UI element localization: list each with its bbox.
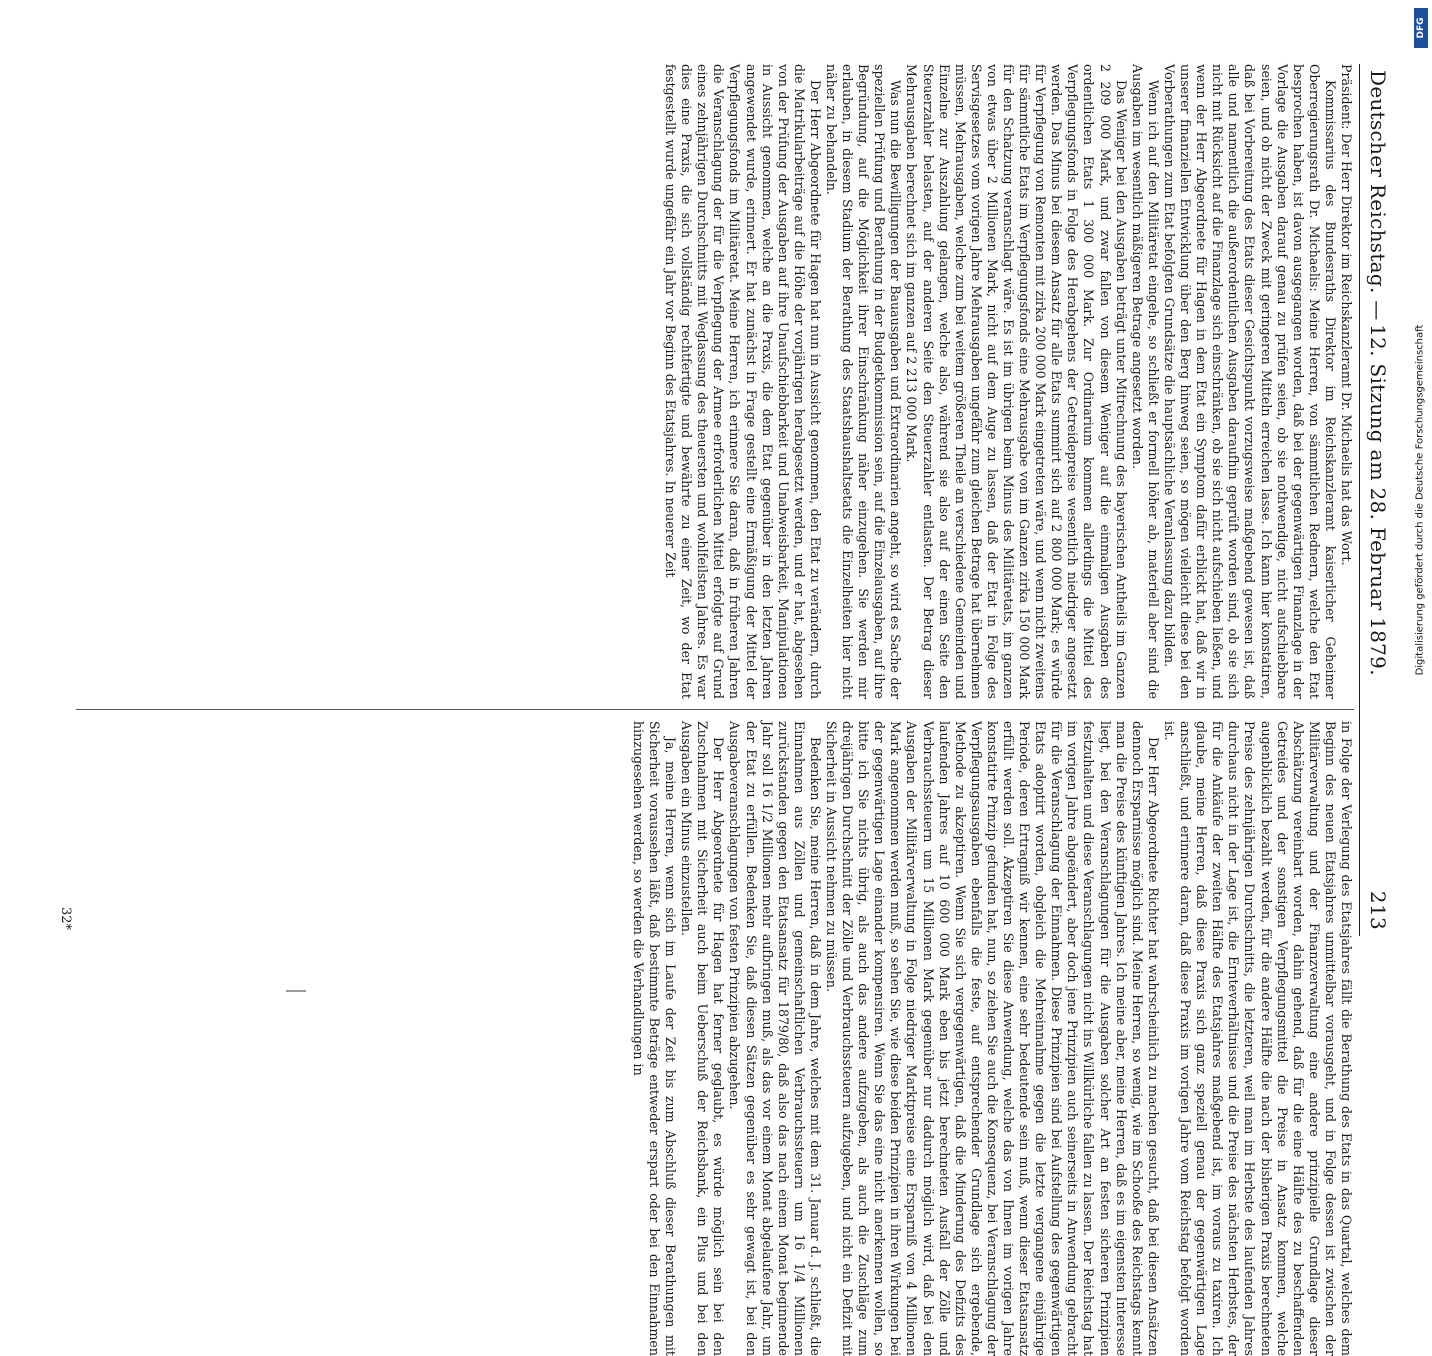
paragraph: Der Herr Abgeordnete Richter hat wahrscheinlich zu machen gesucht, daß bei diesen Ansätzen dennoch Ersparnisse möglich sind. Meine Herren, so wenig, wie im Schooße des Reichstags kennt man die Preise des künftigen Jahres. Ich meine aber, meine Herren, daß es im eigensten Interesse liegt, bei den Veranschlagungen für die Ausgaben solcher Art an festen sicheren Prinzipien festzuhalten und diese Veranschlagungen nicht ins Willkürliche fallen zu lassen. Der Reichstag hat im vorigen Jahre abgeändert, aber doch jene Prinzipien auch seinerseits in Anwendung gebracht für die Veranschlagung der Einnahmen. Diese Prinzipien sind bei Aufstellung des gegenwärtigen Etats adoptirt worden, obgleich die Mehreinnahme gegen die letzte vergangene einjährige Periode, deren Ertragniß wir kennen, eine sehr bedeutende sein muß, wenn dieser Etatsansatz erfüllt werden soll. Akzeptiren Sie diese Anwendung, welche das von Ihnen im vorigen Jahre konstatirte Prinzip gefunden hat, nun, so ziehen Sie auch die Konsequenz, bei Veranschlagung der Verpflegungsausgaben ebenfalls die feste, auf entsprechender Grundlage sich ergebende, Methode zu akzeptiren. Wenn Sie sich vergegenwärtigen, daß die Minderung des Defizits des laufenden Jahres auf 10 600 000 Mark eben bis jetzt berechneten Ausfall der Zölle und Verbrauchssteuern um 15 Millionen Mark gegenüber nur dadurch möglich wird, daß bei den Ausgaben der Militärverwaltung in Folge niedriger Marktpreise eine Ersparniß von 4 Millionen Mark angenommen werden muß, so sehen Sie, wie diese beiden Prinzipien in ihren Wirkungen bei der gegenwärtigen Lage einander kompensiren. Wenn Sie das eine nicht anerkennen wollen, so bitte ich Sie nichts übrig, als auch das andere aufzugeben, als auch die Zuschläge zum dreijährigen Durchschnitt der Zölle und Verbrauchssteuern aufzugeben, und nicht ein Defizit mit Sicherheit in Aussicht nehmen zu müssen. — [824, 721, 1161, 1356]
signature-mark: 32* — [58, 906, 73, 930]
paragraph: Was nun die Bewilligungen der Bauausgaben und Extraordinarien angeht, so wird es Sache der speziellen Prüfung und Berathung in der Budgetkommission sein, auf die Einzelausgaben, auf ihre Begründung, auf die Möglichkeit ihrer Einschränkung näher einzugehen. Sie werden mir erlauben, in diesem Stadium der Berathung des Staatshaushaltsetats die Einzelheiten hier nicht näher zu behandeln. — [824, 64, 904, 699]
paragraph: in Folge der Verlegung des Etatsjahres fällt die Berathung des Etats in das Quartal, welches dem Beginn des neuen Etatsjahres unmittelbar vorausgeht, und in Folge dessen ist zwischen der Militärverwaltung und der Finanzverwaltung eine andere prinzipielle Grundlage dieser Abschätzung vereinbart worden, dahin gehend, daß für die eine Hälfte des zu beschaffenden Getreides und der sonstigen Verpflegungsmittel die Preise in Ansatz kommen, welche augenblicklich bezahlt werden, für die andere Hälfte die nach der bisherigen Praxis berechneten Preise des zehnjährigen Durchschnitts, die letzteren, weil man im Herbste des laufenden Jahres durchaus nicht in der Lage ist, die Ernteverhältnisse und die Preise des nächsten Herbstes, der für die Ankäufe der zweiten Hälfte des Etatsjahres maßgebend ist, im voraus zu taxiren. Ich glaube, meine Herren, daß diese Praxis sich ganz speziell genau der gegenwärtigen Lage anschließt, und erinnere daran, daß diese Praxis im vorigen Jahre vom Reichstag befolgt worden ist. — [1161, 721, 1354, 1356]
paragraph: Der Herr Abgeordnete für Hagen hat ferner geglaubt, es würde möglich sein bei den Zuschnahmen mit Sicherheit auch beim Ueberschuß der Reichsbank, ein Plus und bei den Ausgaben ein Minus einzustellen. — [679, 721, 727, 1356]
dfg-logo — [1414, 8, 1428, 48]
paragraph: Das Weniger bei den Ausgaben beträgt unter Mitrechnung des bayerischen Antheils im Ganzen 2 209 000 Mark, und zwar fallen von diesem Weniger auf die einmaligen Ausgaben des ordentlichen Etats 1 300 000 Mark. Zur Ordinarium kommen allerdings die Mittel des Verpflegungsfonds in Folge des Herabgehens der Getreidepreise wesentlich niedriger angesetzt werden. Das Minus bei diesem Ansatz für alle Etats summirt sich auf 2 800 000 Mark; es würde für Verpflegung von Remonten mit zirka 200 000 Mark eingetreten wäre, und wenn nicht zweitens für sämmtliche Etats im Verpflegungsfonds eine Mehrausgabe von im Ganzen zirka 150 000 Mark für den Schatzung veranschlagt wäre. Es ist im übrigen beim Minus des Militäretats, im ganzen von etwas über 2 Millionen Mark, nicht auf dem Auge zu lassen, daß der Etat in Folge des Servisgesetzes vom vorigen Jahre Mehrausgaben ungefähr zum gleichen Betrage hat übernehmen müssen, Mehrausgaben, welche zum bei weitem größeren Theile an verschiedene Gemeinden und Einzelne zur Auszahlung gelangen, welche also, während sie also auf der einen Seite den Steuerzahler belasten, auf der anderen Seite den Steuerzahler entlasten. Der Betrag dieser Mehrausgaben berechnet sich im ganzen auf 2 213 000 Mark. — [904, 64, 1129, 699]
scan-artifact — [286, 990, 306, 992]
paragraph: Wenn ich auf den Militäretat eingehe, so schließt er formell höher ab, materiell aber sind die Ausgaben im wesentlich mäßigeren Betrage angesetzt worden. — [1129, 64, 1161, 699]
column-divider — [76, 709, 1354, 710]
paragraph: Ja, meine Herren, wenn sich im Laufe der Zeit bis zum Abschluß dieser Berathungen mit Sicherheit voraussehen läßt, daß bestimmte Beträge entweder erspart oder bei den Einnahmen hinzugesehen werden, so werden die Verhandlungen in — [630, 721, 679, 1356]
paragraph: Präsident: Der Herr Direktor im Reichskanzleramt Dr. Michaelis hat das Wort. — [1339, 64, 1354, 566]
page-number: 213 — [1366, 890, 1390, 930]
paragraph: Kommissarius des Bundesraths Direktor im Reichskanzleramt kaiserlicher Geheimer Oberregierungsrath Dr. Michaelis: Meine Herren, von sämmtlichen Rednern, welche den Etat besprochen haben, ist davon ausgegangen worden, daß bei der gegenwärtigen Finanzlage in der Vorlage die Ausgaben darauf genau zu prüfen seien, ob sie nothwendige, nicht aufschiebbare seien, und ob nicht der Zweck mit geringeren Mitteln erreichen lasse. Ich kann hier konstatiren, daß bei Vorbereitung des Etats dieser Gesichtspunkt vorzugsweise maßgebend gewesen ist, daß alle und namentlich die außerordentlichen Ausgaben daraufhin geprüft worden sind, ob sie sich nicht mit Rücksicht auf die Finanzlage sich einschränken, ob sie sich nicht aufschieben ließen, und wenn der Herr Abgeordnete für Hagen in dem Etat ein Symptom dafür erblickt hat, daß wir in unserer finanziellen Entwicklung über den Berg hinweg seien, so mögen vielleicht diese bei den Vorberathungen zum Etat befolgten Grundsätze die hauptsächliche Veranlassung dazu bilden. — [1161, 64, 1338, 699]
dfg-logo-text: DFG — [1416, 17, 1426, 39]
right-column — [630, 721, 1354, 1356]
rotated-page — [36, 30, 1396, 1356]
page-header — [1364, 30, 1390, 970]
header-title: 12. Sitzung am 28. Februar 1879. — [1366, 324, 1390, 676]
header-left: Deutscher Reichstag. — — [1366, 70, 1390, 321]
paragraph: Bedenken Sie, meine Herren, daß in dem Jahre, welches mit dem 31. Januar d. J. schließt, die Einnahmen aus Zöllen und gemeinschaftlichen Verbrauchssteuern um 16 1/4 Millionen zurückstanden gegen den Etatsansatz für 1879/80, daß also das nach einem Monat beginnende Jahr soll 16 1/2 Millionen mehr aufbringen muß, als das vor einem Monat abgelaufene Jahr, um der Etat zu erfüllen. Bedenken Sie, daß diesen Sätzen gegenüber es sehr gewagt ist, bei den Ausgabeveranschlagungen von festen Prinzipien abzugehen. — [727, 721, 823, 1356]
paragraph: Der Herr Abgeordnete für Hagen hat nun in Aussicht genommen, den Etat zu verändern, durch die Matrikularbeiträge auf die Höhe der vorjährigen herabgesetzt werden, und er hat, abgesehen von der Prüfung der Ausgaben auf ihre Unaufschiebbarkeit und Unabweisbarkeit, Manipulationen in Aussicht genommen, welche an die Praxis, die dem Etat gegenüber in den letzten Jahren angewendet wurde, erinnert. Er hat zunächst in Frage gestellt eine Ermäßigung der Mittel der Verpflegungsfonds im Militäretat. Meine Herren, ich erinnere Sie daran, daß in früheren Jahren die Veranschlagung der für die Verpflegung der Armee erforderlichen Mittel erfolgte auf Grund eines zehnjährigen Durchschnitts mit Weglassung des theuersten und wohlfeilsten Jahres. Es war dies eine Praxis, die sich vollständig rechtfertigte und bewährte zu einer Zeit, wo der Etat festgestellt wurde ungefähr ein Jahr vor Beginn des Etatsjahres. In neuerer Zeit — [663, 64, 823, 699]
header-rule — [1359, 64, 1360, 936]
dfg-credit: Digitalisierung gefördert durch die Deutsche Forschungsgemeinschaft — [1414, 324, 1426, 676]
left-column — [662, 64, 1354, 699]
